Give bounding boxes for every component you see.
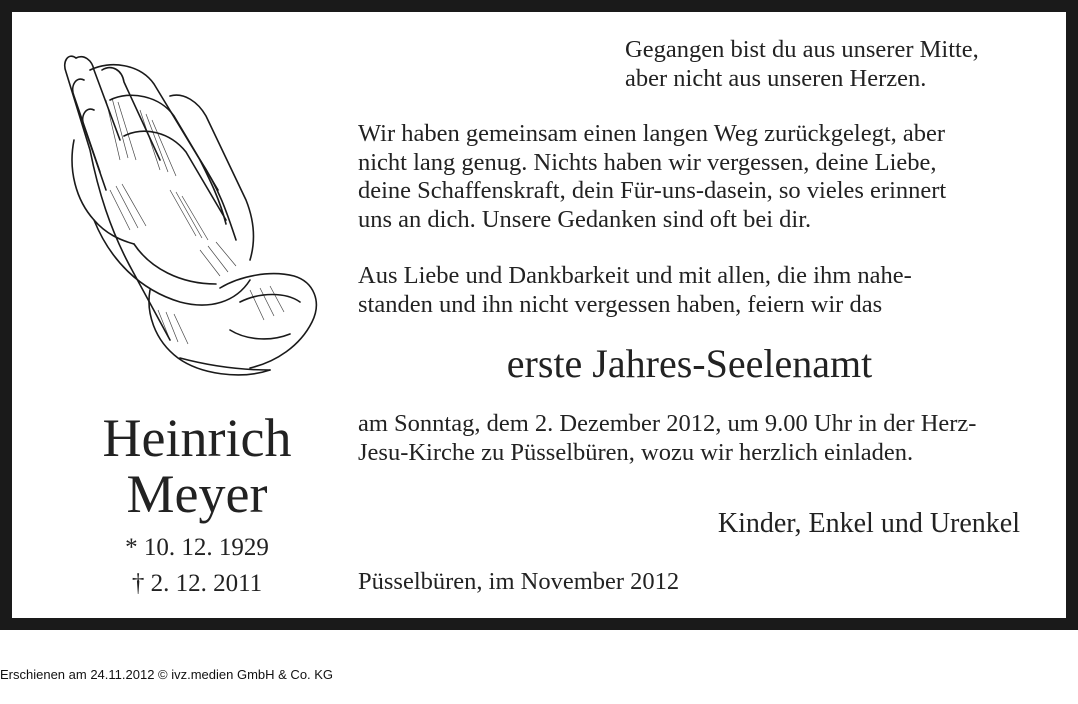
paragraph-line: standen und ihn nicht vergessen haben, feiern wir das: [358, 290, 883, 318]
mass-heading: erste Jahres-Seelenamt: [506, 341, 873, 386]
service-details-paragraph: [358, 410, 1021, 467]
paragraph-line: Aus Liebe und Dankbarkeit und mit allen, die ihm nahe-: [358, 262, 912, 289]
birth-date: * 10. 12. 1929: [125, 534, 269, 561]
paragraph-line: Jesu-Kirche zu Püsselbüren, wozu wir herzlich einladen.: [358, 438, 914, 466]
deceased-first-name: Heinrich: [102, 408, 292, 468]
quote-line: Gegangen bist du aus unserer Mitte,: [625, 36, 979, 63]
signers: Kinder, Enkel und Urenkel: [717, 508, 1020, 539]
gratitude-paragraph: [358, 262, 1021, 319]
paragraph-line: uns an dich. Unsere Gedanken sind oft bei dir.: [358, 205, 812, 233]
death-date: † 2. 12. 2011: [131, 570, 263, 597]
place-and-date: Püsselbüren, im November 2012: [358, 568, 680, 595]
paragraph-line: Wir haben gemeinsam einen langen Weg zurückgelegt, aber: [358, 120, 946, 147]
paragraph-line: nicht lang genug. Nichts haben wir vergessen, deine Liebe,: [358, 148, 937, 176]
paragraph-line: am Sonntag, dem 2. Dezember 2012, um 9.00 Uhr in der Herz-: [358, 410, 977, 437]
praying-hands-icon: [50, 40, 332, 390]
quote-line: aber nicht aus unseren Herzen.: [625, 64, 927, 92]
remembrance-paragraph: [358, 120, 1021, 234]
memorial-quote: [625, 36, 1055, 93]
obituary-card: [12, 12, 1066, 618]
deceased-last-name: Meyer: [126, 464, 268, 524]
paragraph-line: deine Schaffenskraft, dein Für-uns-dasein, so vieles erinnert: [358, 177, 947, 204]
publication-footer: Erschienen am 24.11.2012 © ivz.medien GmbH & Co. KG: [0, 667, 334, 682]
